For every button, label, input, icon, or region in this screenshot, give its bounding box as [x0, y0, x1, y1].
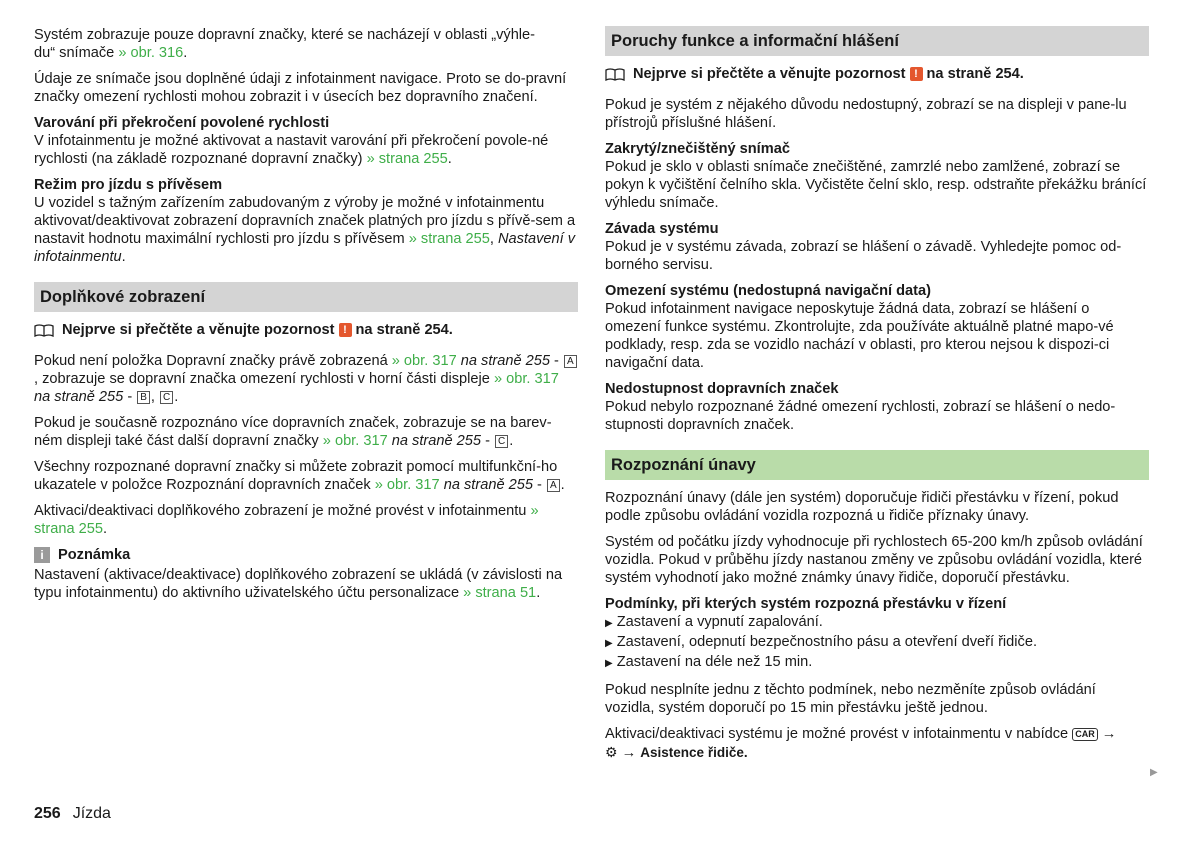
link-obr-317[interactable]: » obr. 317 — [374, 477, 440, 493]
paragraph: Pokud je systém z nějakého důvodu nedostupný, zobrazí se na displeji v pane-lu přístrojů příslušné hlášení. — [605, 97, 1127, 131]
right-column — [605, 26, 1149, 770]
paragraph: Rozpoznání únavy (dále jen systém) doporučuje řidiči přestávku v řízení, pokud podle způsobu ovládání vozidla rozpozná u řidiče příznaky únavy. — [605, 490, 1119, 524]
book-icon — [605, 68, 625, 81]
attention-line: Nejprve si přečtěte a věnujte pozornost ! na straně 254. — [34, 321, 578, 339]
paragraph: Systém zobrazuje pouze dopravní značky, které se nacházejí v oblasti „výhle- du“ snímače » obr. 316. — [34, 27, 536, 61]
section-header: Poruchy funkce a informační hlášení — [605, 26, 1149, 56]
link-obr-316[interactable]: » obr. 316 — [118, 45, 184, 61]
paragraph: Pokud je současně rozpoznáno více dopravních značek, zobrazuje se na barev-ném displeji také část další dopravní značky » obr. 317 na straně 255 - C . — [34, 415, 552, 449]
page-footer — [34, 805, 111, 823]
note-heading: i Poznámka — [34, 546, 578, 564]
label-b: B — [137, 391, 150, 404]
conditions-list: Podmínky, při kterých systém rozpozná přestávku v řízení ▶ Zastavení a vypnutí zapalování. ▶ Zastavení, odepnutí bezpečnostního pásu a otevření dveří řidiče. ▶ Zastavení na déle než 15 min. — [605, 595, 1149, 673]
label-c: C — [160, 391, 173, 404]
warning-icon: ! — [910, 67, 923, 81]
fault-item: Závada systému Pokud je v systému závada, zobrazí se hlášení o závadě. Vyhledejte pomoc od-borného servisu. — [605, 221, 1122, 273]
page-number: 256 — [34, 805, 61, 822]
paragraph: Pokud není položka Dopravní značky právě zobrazená » obr. 317 na straně 255 - A, zobrazuje se dopravní značka omezení rychlosti v horní části displeje » obr. 317 na straně 255 - B , C . — [34, 352, 578, 406]
warning-icon: ! — [339, 323, 352, 337]
note-text: Nastavení (aktivace/deaktivace) doplňkového zobrazení se ukládá (v závislosti na typu infotainmentu) do aktivního uživatelského účtu personalizace » strana 51. — [34, 567, 563, 601]
link-obr-317[interactable]: » obr. 317 — [391, 353, 457, 369]
fault-item: Omezení systému (nedostupná navigační data) Pokud infotainment navigace neposkytuje žádná data, zobrazí se hlášení o omezení funkce systému. Zkontrolujte, zda používáte aktuálně platné mapo-vé podklady, resp. zda se vozidlo nachází v oblasti, pro kterou nejsou k dispozi-ci navigační data. — [605, 283, 1114, 371]
paragraph: Systém od počátku jízdy vyhodnocuje při rychlostech 65-200 km/h způsob ovládání vozidla. Pokud v průběhu jízdy nastanou změny ve způsobu ovládání vozidla, které systém vyhodnotí jako možné známky únavy řidiče, doporučí přestávku. — [605, 534, 1143, 586]
paragraph: Všechny rozpoznané dopravní značky si můžete zobrazit pomocí multifunkční-ho ukazatele v položce Rozpoznání dopravních značek » obr. 317 na straně 255 - A . — [34, 459, 565, 493]
menu-path: Asistence řidiče. — [640, 745, 748, 760]
section-header: Rozpoznání únavy — [605, 450, 1149, 480]
info-icon: i — [34, 547, 50, 563]
link-strana-51[interactable]: » strana 51 — [463, 585, 537, 601]
paragraph: Aktivaci/deaktivaci systému je možné provést v infotainmentu v nabídce CAR → ⚙ → Asistence řidiče. — [605, 726, 1117, 761]
car-button-icon: CAR — [1072, 728, 1098, 741]
list-item: ▶ Zastavení na déle než 15 min. — [605, 654, 813, 670]
paragraph: Aktivaci/deaktivaci doplňkového zobrazení je možné provést v infotainmentu » strana 255. — [34, 503, 539, 537]
next-page-arrow-icon: ▶ — [1150, 767, 1158, 778]
link-obr-317[interactable]: » obr. 317 — [493, 371, 559, 387]
link-obr-317[interactable]: » obr. 317 — [322, 433, 388, 449]
label-c: C — [495, 435, 508, 448]
paragraph: Údaje ze snímače jsou doplněné údaji z infotainment navigace. Proto se do-pravní značky omezení rychlosti mohou zobrazit i v úsecích bez dopravního značení. — [34, 71, 567, 105]
link-strana-255[interactable]: » strana 255 — [34, 503, 539, 537]
label-a: A — [564, 355, 577, 368]
subheading: Varování při překročení povolené rychlosti — [34, 115, 330, 131]
section-header: Doplňkové zobrazení — [34, 282, 578, 312]
left-column — [34, 26, 578, 610]
section-trailer-mode: Režim pro jízdu s přívěsem U vozidel s tažným zařízením zabudovaným z výroby je možné v infotainmentu aktivovat/deaktivovat zobrazení dopravních značek platných pro jízdu s přívě-sem a nastavit hodnotu maximální rychlosti pro jízdu s přívěsem » strana 255, Nastavení v infotainmentu. — [34, 176, 578, 266]
book-icon — [34, 324, 54, 337]
paragraph: Pokud nesplníte jednu z těchto podmínek, nebo nezměníte způsob ovládání vozidla, systém doporučí po 15 min přestávku ještě jednou. — [605, 682, 1096, 716]
list-item: ▶ Zastavení a vypnutí zapalování. — [605, 614, 823, 630]
chapter-name: Jízda — [72, 805, 111, 822]
link-strana-255[interactable]: » strana 255 — [408, 231, 490, 247]
section-warning-speed: Varování při překročení povolené rychlosti V infotainmentu je možné aktivovat a nastavit varování při překročení povole-né rychlosti (na základě rozpoznané dopravní značky) » strana 255. — [34, 114, 578, 168]
label-a: A — [547, 479, 560, 492]
attention-line: Nejprve si přečtěte a věnujte pozornost ! na straně 254. — [605, 65, 1149, 83]
link-strana-255[interactable]: » strana 255 — [366, 151, 448, 167]
settings-gear-icon: ⚙ — [605, 744, 618, 760]
list-item: ▶ Zastavení, odepnutí bezpečnostního pásu a otevření dveří řidiče. — [605, 634, 1038, 650]
subheading: Režim pro jízdu s přívěsem — [34, 177, 223, 193]
fault-item: Nedostupnost dopravních značek Pokud nebylo rozpoznané žádné omezení rychlosti, zobrazí se hlášení o nedo-stupnosti dopravních značek. — [605, 381, 1116, 433]
fault-item: Zakrytý/znečištěný snímač Pokud je sklo v oblasti snímače znečištěné, zamrzlé nebo zamlžené, zobrazí se pokyn k vyčištění čelního skla. Vyčistěte čelní sklo, resp. odstraňte překážku bránící výhledu snímače. — [605, 141, 1147, 211]
